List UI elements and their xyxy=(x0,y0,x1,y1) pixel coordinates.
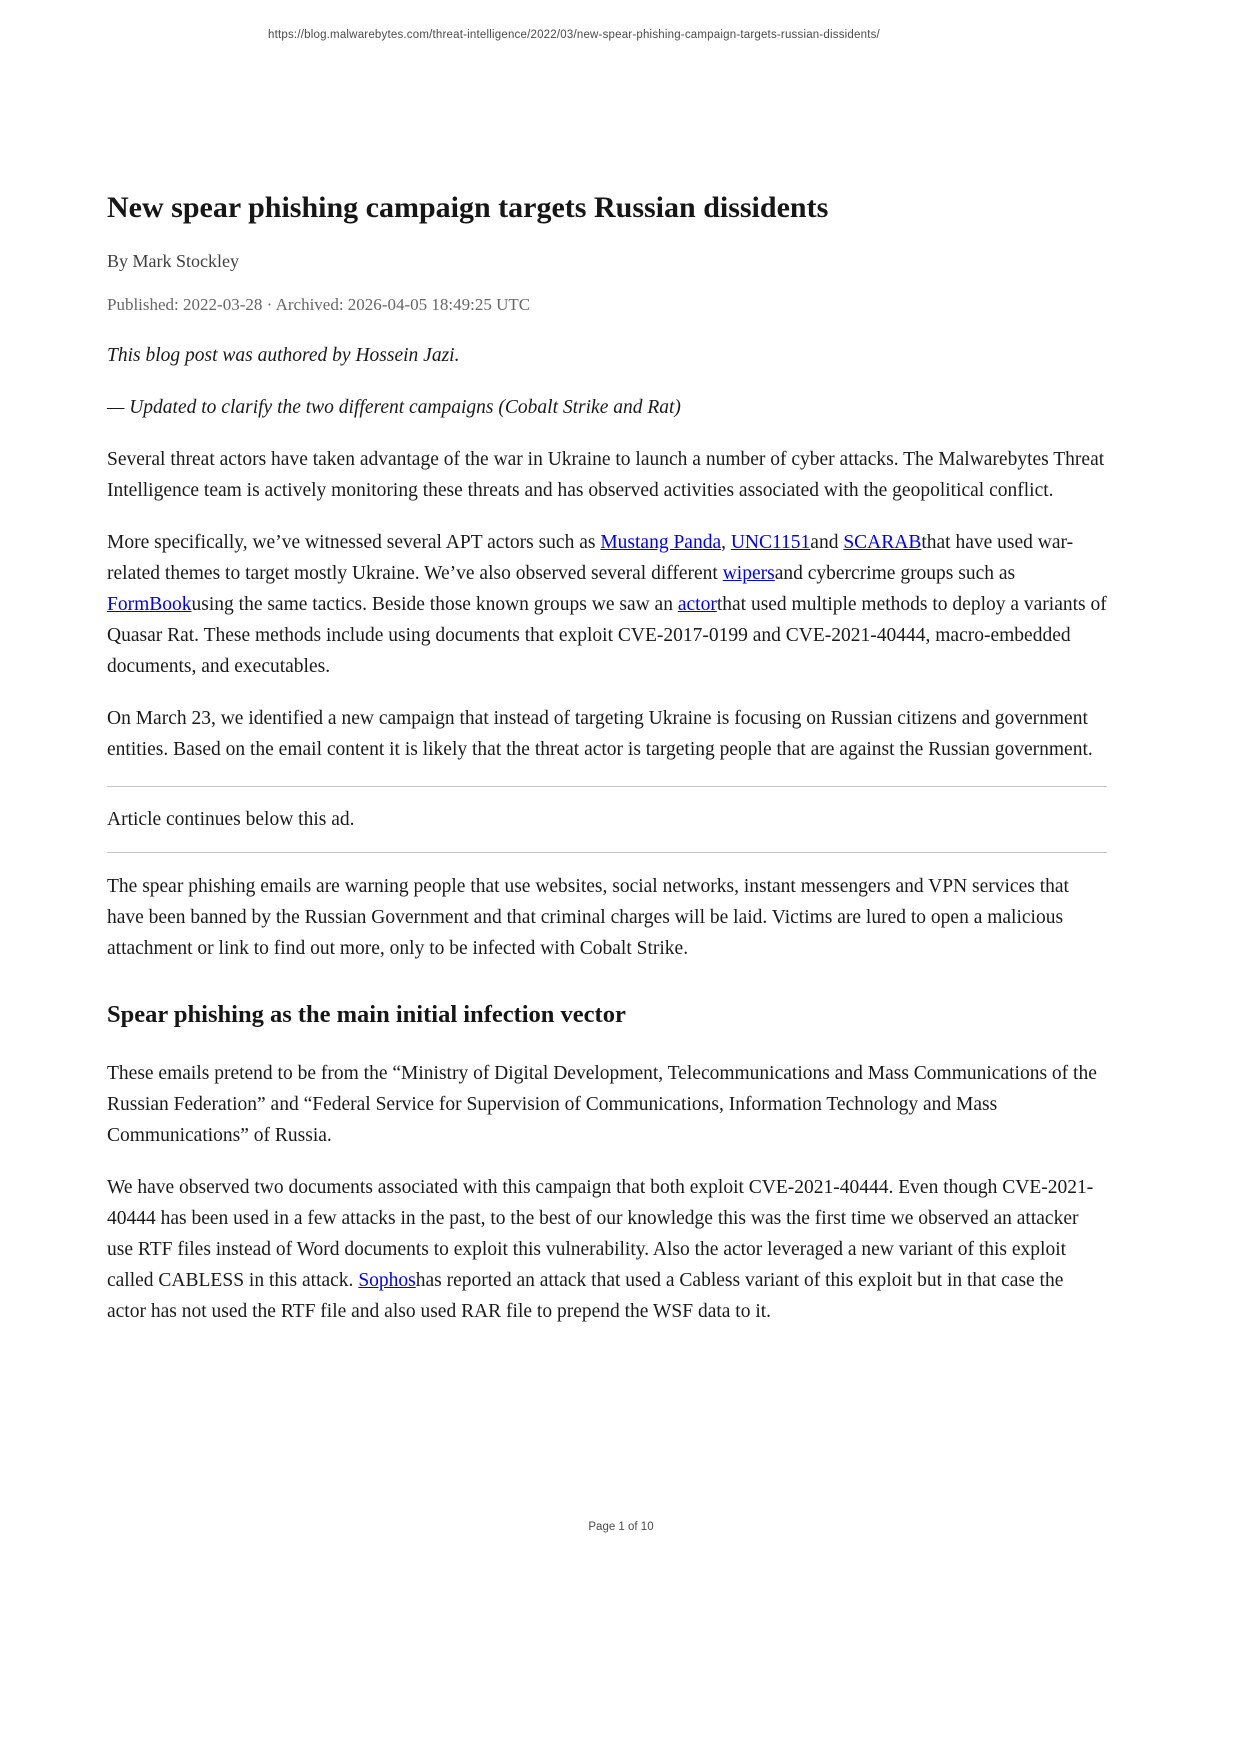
text-run: This blog post was authored by Hossein Jazi. xyxy=(107,345,460,366)
print-header-url: https://blog.malwarebytes.com/threat-intelligence/2022/03/new-spear-phishing-campaign-targets-russian-dissidents/ xyxy=(268,29,880,41)
article-body xyxy=(107,340,1107,1327)
paragraph xyxy=(107,1058,1107,1151)
page-number: Page 1 of 10 xyxy=(588,1521,654,1533)
text-run: These emails pretend to be from the “Ministry of Digital Development, Telecommunications and Mass Communications of the Russian Federation” and “Federal Service for Supervision of Communications, Information Technology and Mass Communications” of Russia. xyxy=(107,1063,1097,1146)
paragraph xyxy=(107,1172,1107,1327)
paragraph xyxy=(107,871,1107,964)
editorial-note xyxy=(107,392,1107,423)
mustang-panda-link[interactable]: Mustang Panda xyxy=(600,532,722,553)
formbook-link[interactable]: FormBook xyxy=(107,594,192,615)
unc1151-link[interactable]: UNC1151 xyxy=(730,532,811,553)
paragraph xyxy=(107,527,1107,682)
divider xyxy=(107,852,1107,853)
text-run: Several threat actors have taken advantage of the war in Ukraine to launch a number of cyber attacks. The Malwarebytes Threat Intelligence team is actively monitoring these threats and has observed activities associated with the geopolitical conflict. xyxy=(107,449,1105,501)
paragraph xyxy=(107,444,1107,506)
text-run: We have observed two documents associated with this campaign that both exploit CVE-2021-40444. Even though CVE-2021-40444 has been used in a few attacks in the past, to the best of our knowledge this was the first time we observed an attacker use RTF files instead of Word documents to exploit this vulnerability. Also the actor leveraged a new variant of this exploit called CABLESS in this attack. xyxy=(107,1177,1094,1291)
ad-notice: Article continues below this ad. xyxy=(107,809,355,830)
ad-break xyxy=(107,786,1107,853)
divider xyxy=(107,786,1107,787)
text-run: The spear phishing emails are warning people that use websites, social networks, instant messengers and VPN services that have been banned by the Russian Government and that criminal charges will be laid. Victims are lured to open a malicious attachment or link to find out more, only to be infected with Cobalt Strike. xyxy=(107,876,1069,959)
text-run: that have used war-related themes to target mostly Ukraine. We’ve also observed several different xyxy=(107,532,1074,584)
text-run: and cybercrime groups such as xyxy=(774,563,1016,584)
page-title: New spear phishing campaign targets Russian dissidents xyxy=(107,191,829,224)
actor-link[interactable]: actor xyxy=(677,594,717,615)
text-run: that used multiple methods to deploy a variants of Quasar Rat. These methods include using documents that exploit CVE-2017-0199 and CVE-2021-40444, macro-embedded documents, and executables. xyxy=(107,594,1107,677)
scarab-link[interactable]: SCARAB xyxy=(843,532,922,553)
text-run: — Updated to clarify the two different campaigns (Cobalt Strike and Rat) xyxy=(107,397,681,418)
text-run: has reported an attack that used a Cabless variant of this exploit but in that case the actor has not used the RTF file and also used RAR file to prepend the WSF data to it. xyxy=(107,1270,1064,1322)
wipers-link[interactable]: wipers xyxy=(722,563,775,584)
byline: By Mark Stockley xyxy=(107,251,239,271)
text-run: More specifically, we’ve witnessed several APT actors such as xyxy=(107,532,601,553)
section-heading: Spear phishing as the main initial infection vector xyxy=(107,1001,626,1028)
paragraph xyxy=(107,703,1107,765)
text-run: On March 23, we identified a new campaign that instead of targeting Ukraine is focusing on Russian citizens and government entities. Based on the email content it is likely that the threat actor is targeting people that are against the Russian government. xyxy=(107,708,1093,760)
sophos-link[interactable]: Sophos xyxy=(358,1270,416,1291)
article xyxy=(107,0,1107,1348)
editorial-note xyxy=(107,340,1107,371)
text-run: , xyxy=(721,532,731,553)
published-meta: Published: 2022-03-28 · Archived: 2026-04-05 18:49:25 UTC xyxy=(107,295,531,314)
text-run: and xyxy=(810,532,844,553)
text-run: using the same tactics. Beside those known groups we saw an xyxy=(191,594,678,615)
